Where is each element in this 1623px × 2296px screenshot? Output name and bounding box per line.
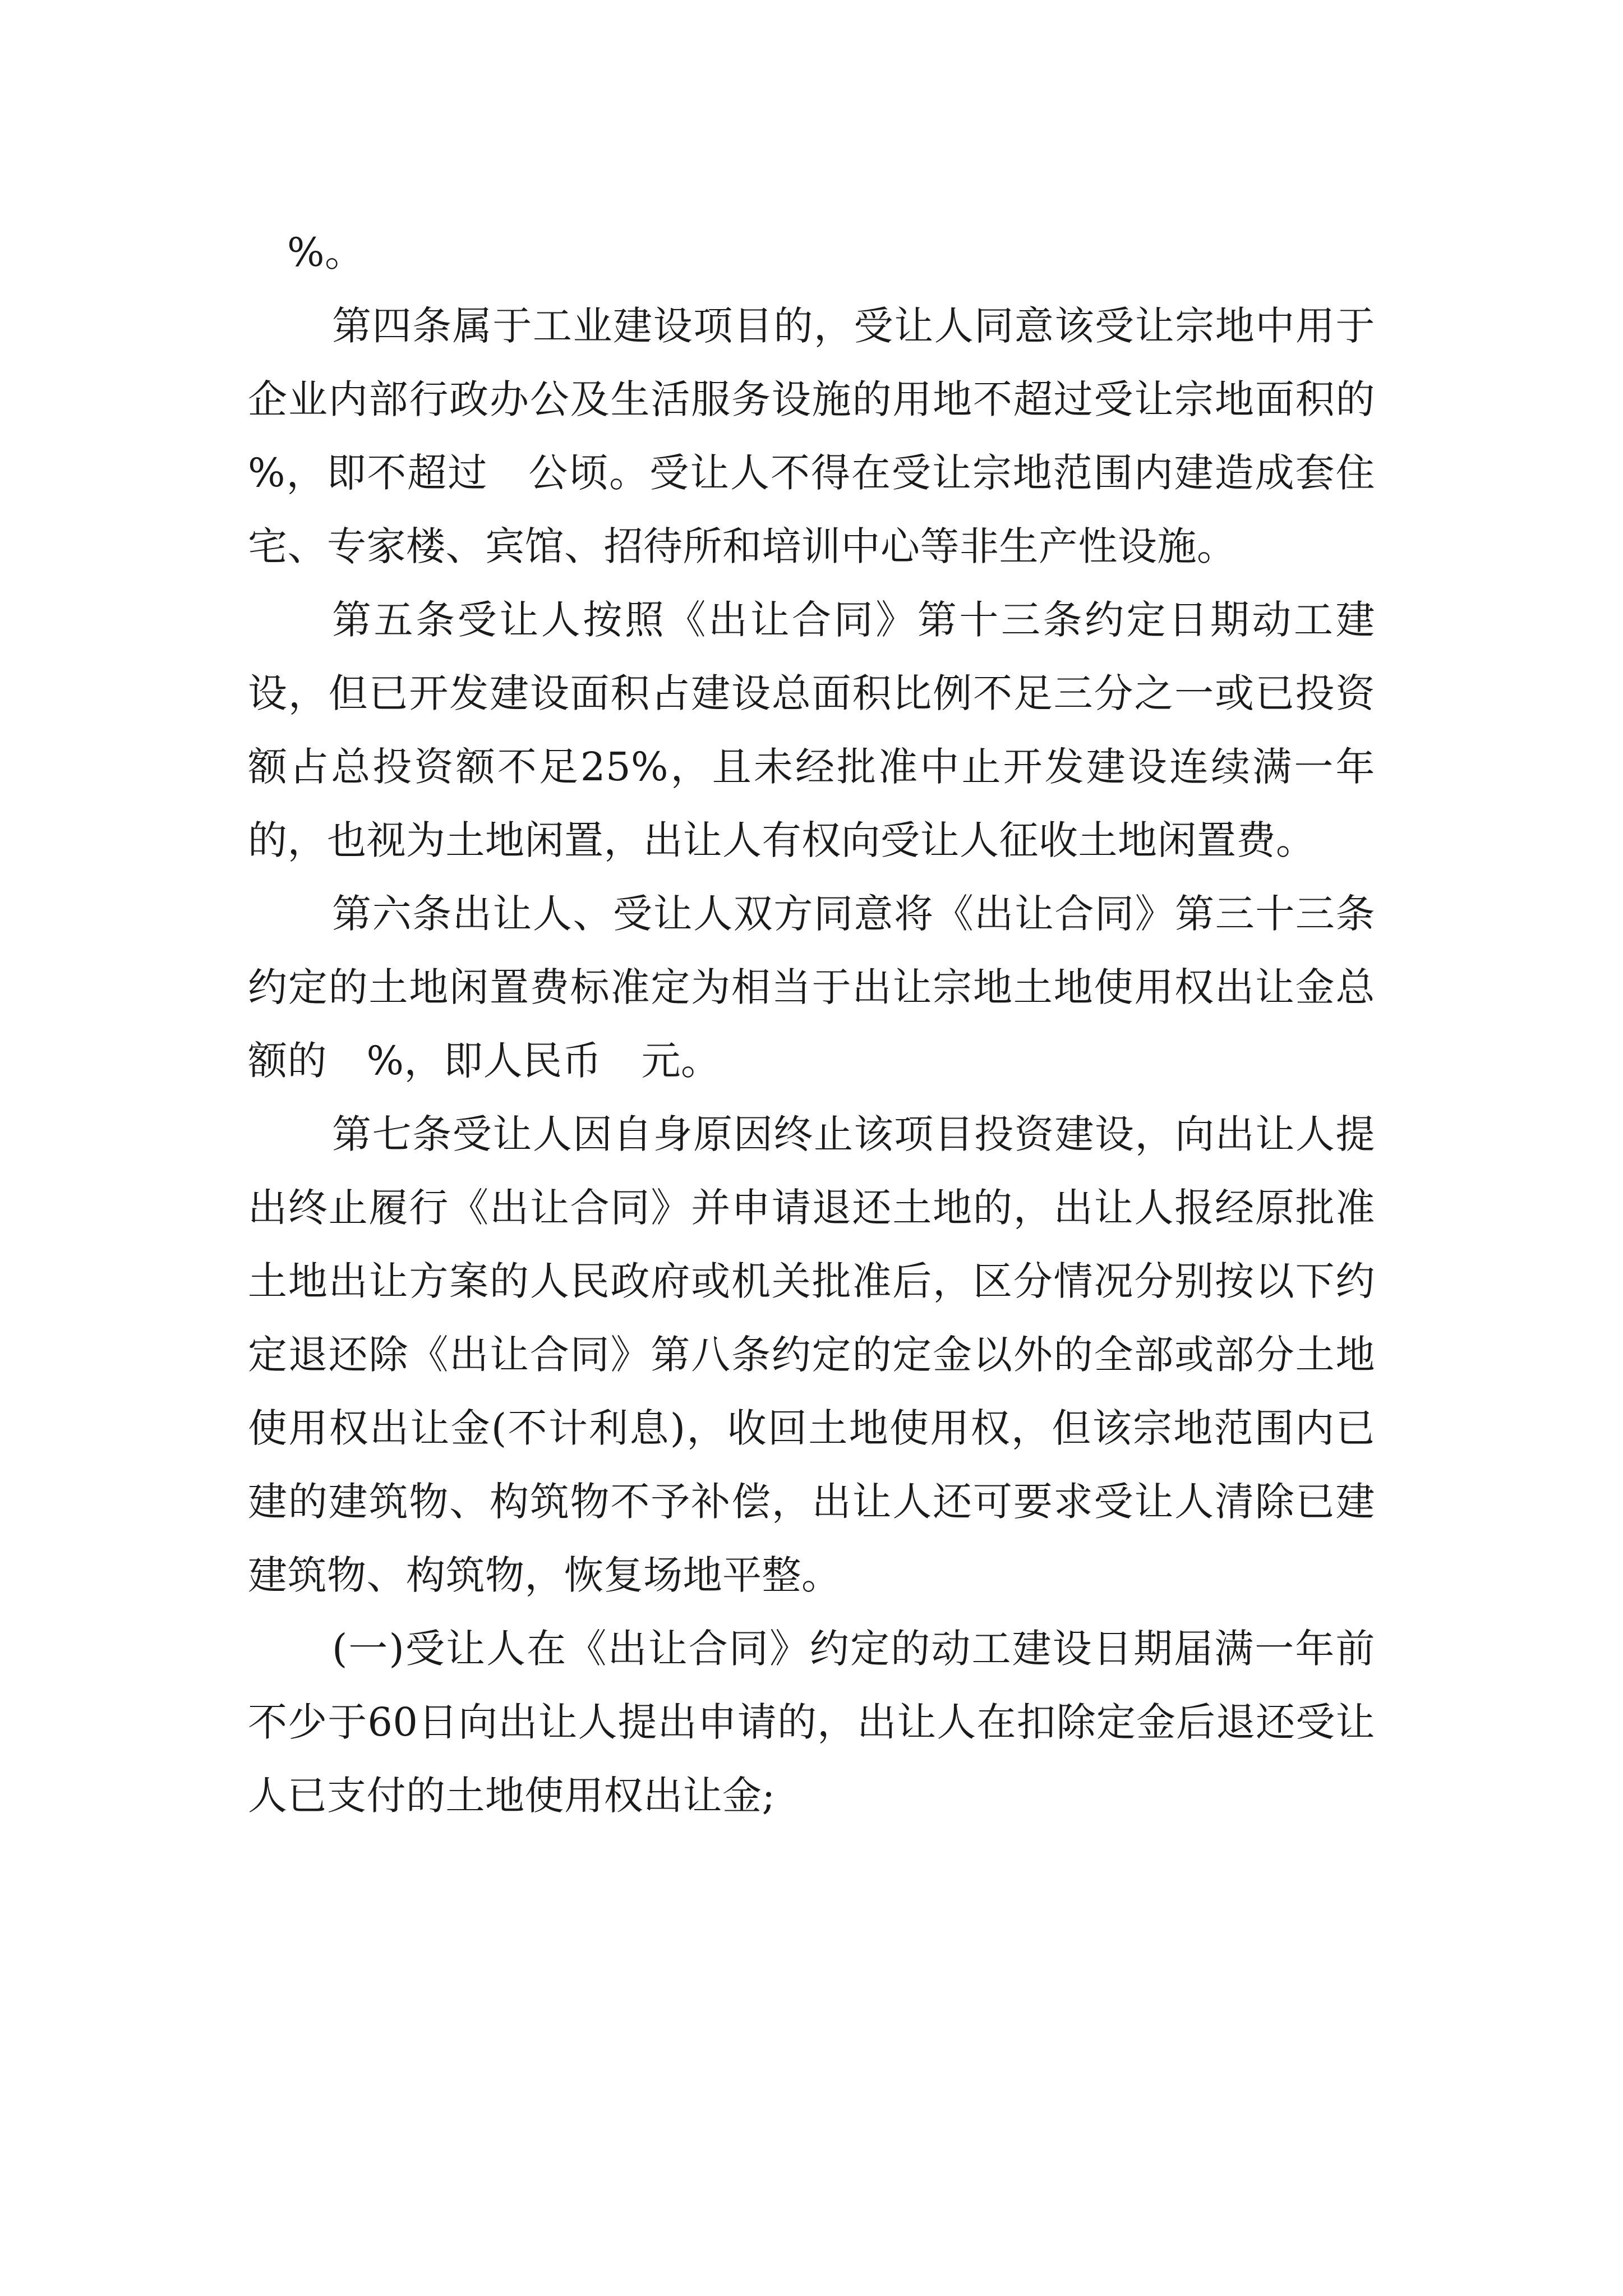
paragraph-continuation: %。 <box>287 229 365 275</box>
paragraph-article-6: 第六条出让人、受让人双方同意将《出让合同》第三十三条约定的土地闲置费标准定为相当于出让宗地土地使用权出让金总额的 %，即人民币 元。 <box>248 891 1375 1084</box>
paragraph-article-5: 第五条受让人按照《出让合同》第十三条约定日期动工建设，但已开发建设面积占建设总面积比例不足三分之一或已投资额占总投资额不足25%，且未经批准中止开发建设连续满一年的，也视为土地闲置，出让人有权向受让人征收土地闲置费。 <box>248 597 1375 863</box>
paragraph-article-4: 第四条属于工业建设项目的，受让人同意该受让宗地中用于企业内部行政办公及生活服务设施的用地不超过受让宗地面积的 %，即不超过 公顷。受让人不得在受让宗地范围内建造成套住宅、专家楼、宾馆、招待所和培训中心等非生产性设施。 <box>248 303 1415 569</box>
paragraph-article-7-item-1: (一)受让人在《出让合同》约定的动工建设日期届满一年前不少于60日向出让人提出申请的，出让人在扣除定金后退还受让人已支付的土地使用权出让金; <box>248 1626 1375 1819</box>
paragraph-article-7: 第七条受让人因自身原因终止该项目投资建设，向出让人提出终止履行《出让合同》并申请退还土地的，出让人报经原批准土地出让方案的人民政府或机关批准后，区分情况分别按以下约定退还除《出让合同》第八条约定的定金以外的全部或部分土地使用权出让金(不计利息)，收回土地使用权，但该宗地范围内已建的建筑物、构筑物不予补偿，出让人还可要求受让人清除已建建筑物、构筑物，恢复场地平整。 <box>248 1111 1375 1598</box>
document-body <box>248 216 1415 1833</box>
